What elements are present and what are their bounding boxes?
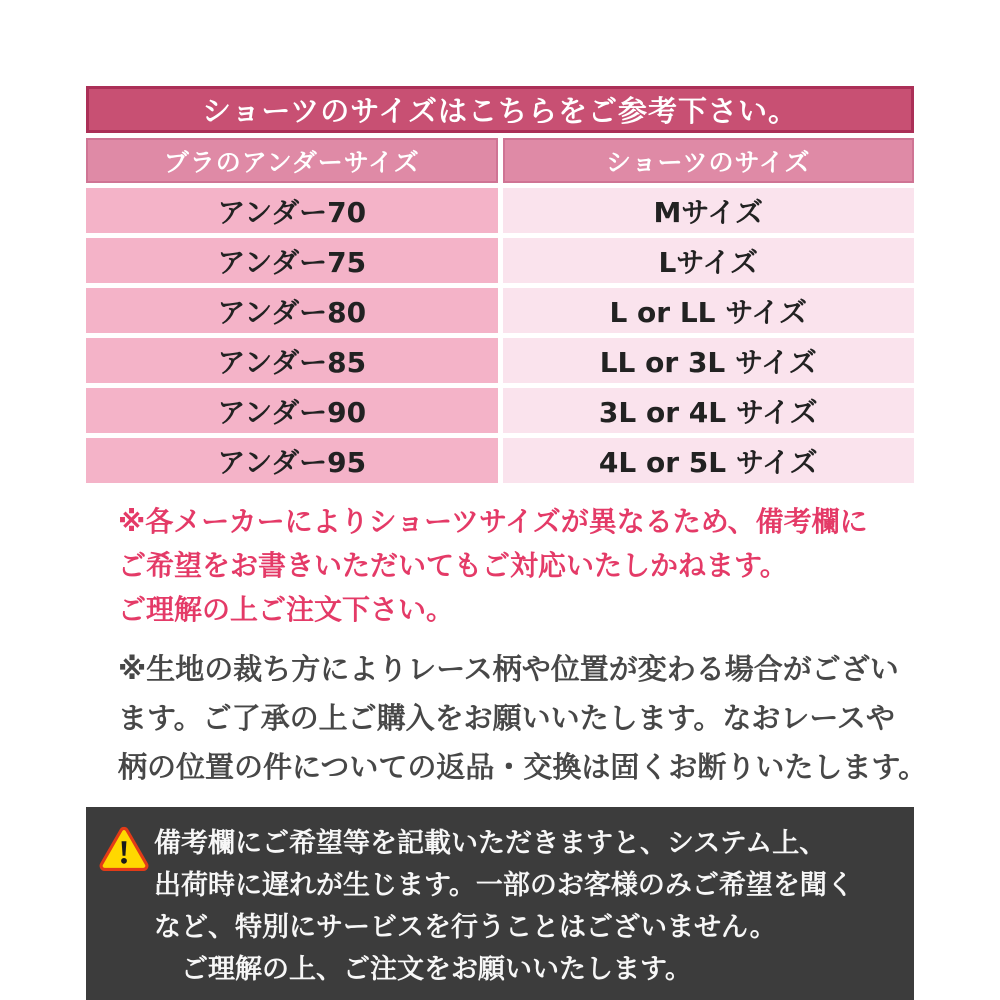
table-cell-bra-under: アンダー75	[86, 238, 498, 283]
note-line: ご理解の上ご注文下さい。	[118, 593, 455, 626]
lace-pattern-note	[118, 645, 928, 792]
table-cell-shorts-size: LL or 3L サイズ	[503, 338, 915, 383]
note-line: ます。ご了承の上ご購入をお願いいたします。なおレースや	[118, 701, 895, 735]
size-guide-title: ショーツのサイズはこちらをご参考下さい。	[86, 86, 914, 133]
table-cell-shorts-size: Mサイズ	[503, 188, 915, 233]
warning-line: など、特別にサービスを行うことはございません。	[154, 912, 777, 943]
warning-triangle-icon	[99, 826, 149, 873]
note-line: ※生地の裁ち方によりレース柄や位置が変わる場合がござい	[118, 652, 899, 686]
table-cell-bra-under: アンダー85	[86, 338, 498, 383]
table-cell-shorts-size: 3L or 4L サイズ	[503, 388, 915, 433]
size-table	[86, 138, 914, 483]
table-cell-shorts-size: Lサイズ	[503, 238, 915, 283]
table-cell-bra-under: アンダー95	[86, 438, 498, 483]
warning-line: 備考欄にご希望等を記載いただきますと、システム上、	[154, 828, 827, 859]
table-cell-shorts-size: L or LL サイズ	[503, 288, 915, 333]
column-header-bra-under: ブラのアンダーサイズ	[86, 138, 498, 183]
note-line: ※各メーカーによりショーツサイズが異なるため、備考欄に	[118, 505, 868, 538]
table-cell-shorts-size: 4L or 5L サイズ	[503, 438, 915, 483]
remarks-warning-box	[86, 807, 914, 1000]
table-cell-bra-under: アンダー90	[86, 388, 498, 433]
column-header-shorts-size: ショーツのサイズ	[503, 138, 915, 183]
maker-size-note	[118, 500, 914, 632]
size-guide-content	[86, 86, 928, 1000]
warning-line: ご理解の上、ご注文をお願いいたします。	[154, 954, 692, 985]
note-line: ご希望をお書きいただいてもご対応いたしかねます。	[118, 549, 788, 582]
table-cell-bra-under: アンダー80	[86, 288, 498, 333]
table-cell-bra-under: アンダー70	[86, 188, 498, 233]
warning-line: 出荷時に遅れが生じます。一部のお客様のみご希望を聞く	[154, 870, 854, 901]
note-line: 柄の位置の件についての返品・交換は固くお断りいたします。	[118, 750, 928, 784]
